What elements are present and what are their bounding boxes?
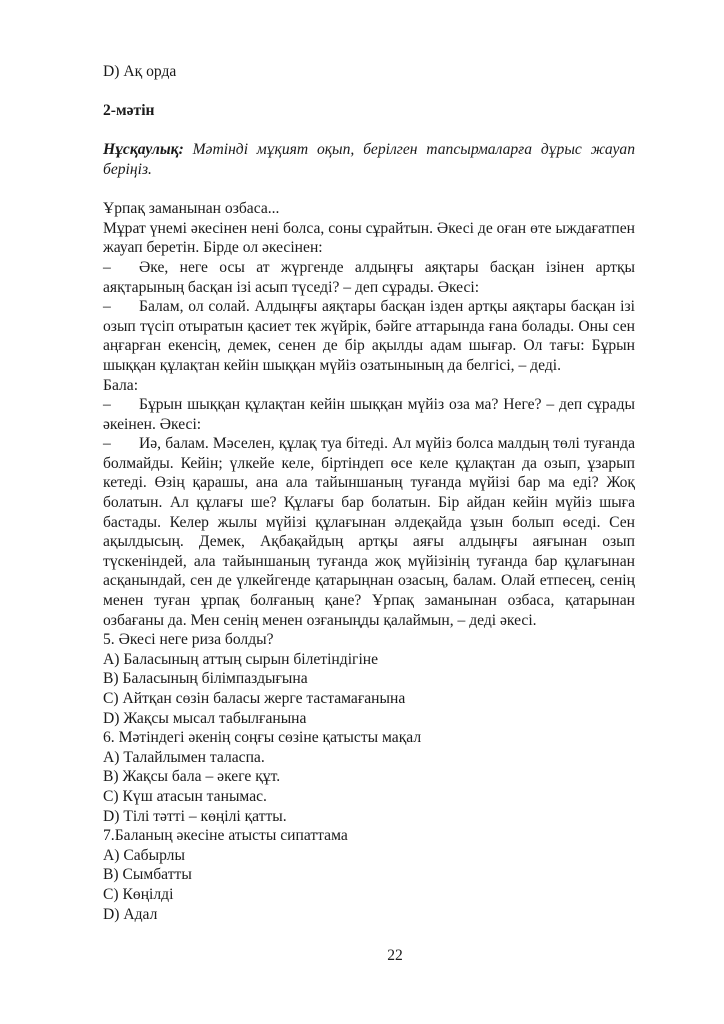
- answer-option-c: C) Көңілді: [103, 885, 174, 903]
- text-line: аңғарған екенсің, демек, сенен де бір ақылды адам шығар. Ол тағы: Бұрын: [103, 337, 635, 355]
- answer-option-b: B) Баласының білімпаздығына: [103, 670, 308, 688]
- instruction-line-2: беріңіз.: [103, 160, 152, 178]
- dialog-text: Балам, ол солай. Алдыңғы аяқтары басқан ізден артқы аяқтары басқан ізі: [139, 298, 635, 316]
- answer-option-b: B) Сымбатты: [103, 866, 192, 884]
- dialog-line: [103, 297, 635, 317]
- text-line: кетеді. Өзің қарашы, ана ала тайыншаның туғанда мүйізі бар ма еді? Жоқ: [103, 474, 635, 492]
- text-line: асқанындай, сен де үлкейгенде қатарыңнан озасың, балам. Олай етпесең, сенің: [103, 572, 635, 590]
- dialog-text: Әке, неге осы ат жүргенде алдыңғы аяқтары басқан ізінен артқы: [139, 258, 635, 276]
- speaker-label: Бала:: [103, 376, 139, 394]
- text-line: әкеінен. Әкесі:: [103, 415, 202, 433]
- instruction-label: Нұсқаулық:: [103, 141, 184, 159]
- answer-option-d: D) Тілі тәтті – көңілі қатты.: [103, 807, 287, 825]
- dialog-dash: –: [103, 396, 111, 414]
- text-line: озып түсіп отыратын қасиет тек жүйрік, бәйге аттарында ғана болады. Оны сен: [103, 317, 635, 335]
- answer-option-c: C) Күш атасын танымас.: [103, 787, 267, 805]
- answer-option-b: B) Жақсы бала – әкеге құт.: [103, 768, 281, 786]
- text-line: болатын. Ал құлағы ше? Құлағы бар болатын. Бір айдан кейін мүйіз шыға: [103, 494, 635, 512]
- question-text: 6. Мәтіндегі әкенің соңғы сөзіне қатысты мақал: [103, 729, 422, 747]
- text-line: Мұрат үнемі әкесінен нені болса, соны сұрайтын. Әкесі де оған өте ыждағатпен: [103, 219, 635, 237]
- dialog-dash: –: [103, 435, 111, 453]
- text-line: болмайды. Кейін; үлкейе келе, біртіндеп өсе келе құлақтан да озып, ұзарып: [103, 454, 635, 472]
- answer-option-a: A) Сабырлы: [103, 846, 185, 864]
- text-title: Ұрпақ заманынан озбаса...: [103, 200, 280, 218]
- document-page: [103, 62, 635, 924]
- section-title: 2-мәтін: [103, 102, 155, 120]
- text-line: жауап беретін. Бірде ол әкесінен:: [103, 239, 323, 257]
- answer-option-d: D) Адал: [103, 905, 158, 923]
- answer-option-d: D) Жақсы мысал табылғанына: [103, 709, 307, 727]
- question-text: 5. Әкесі неге риза болды?: [103, 631, 274, 649]
- text-line: бастады. Келер жылы мүйізі құлағынан әлдеқайда ұзын болып өседі. Сен: [103, 513, 635, 531]
- text-line: менен туған ұрпақ болғаның қане? Ұрпақ заманынан озбаса, қатарынан: [103, 592, 635, 610]
- previous-answer-option: D) Ақ орда: [103, 63, 177, 80]
- answer-option-a: A) Баласының аттың сырын білетіндігіне: [103, 650, 379, 668]
- question-text: 7.Баланың әкесіне атысты сипаттама: [103, 827, 348, 845]
- dialog-text: Иә, балам. Мәселен, құлақ туа бітеді. Ал мүйіз болса малдың төлі туғанда: [139, 435, 635, 453]
- dialog-line: [103, 434, 635, 454]
- instruction-line-1: [103, 140, 635, 160]
- question-6: [103, 728, 635, 826]
- dialog-line: [103, 395, 635, 415]
- text-line: озбағаны да. Мен сенің менен озғаныңды қалаймын, – деді әкесі.: [103, 611, 537, 629]
- text-line: аяқтарының басқан ізі асып түседі? – деп сұрады. Әкесі:: [103, 278, 480, 296]
- question-5: [103, 630, 635, 728]
- answer-option-a: A) Талайлымен таласпа.: [103, 748, 265, 766]
- text-line: түскеніндей, ала тайыншаның туғанда жоқ мүйізінің туғанда бар құлағынан: [103, 552, 635, 570]
- dialog-dash: –: [103, 298, 111, 316]
- question-7: [103, 826, 635, 924]
- text-line: шыққан құлақтан кейін шыққан мүйіз озатынының да белгісі, – деді.: [103, 356, 561, 374]
- dialog-line: [103, 258, 635, 278]
- instruction-text: Мәтінді мұқият оқып, берілген тапсырмаларға дұрыс жауап: [192, 141, 635, 159]
- page-number: 22: [387, 947, 403, 964]
- answer-option-c: C) Айтқан сөзін баласы жерге тастамағанына: [103, 690, 406, 707]
- dialog-text: Бұрын шыққан құлақтан кейін шыққан мүйіз оза ма? Неге? – деп сұрады: [139, 396, 635, 414]
- dialog-dash: –: [103, 258, 111, 276]
- text-line: ақылдысың. Демек, Ақбақайдың артқы аяғы алдыңғы аяғынан озып: [103, 533, 635, 551]
